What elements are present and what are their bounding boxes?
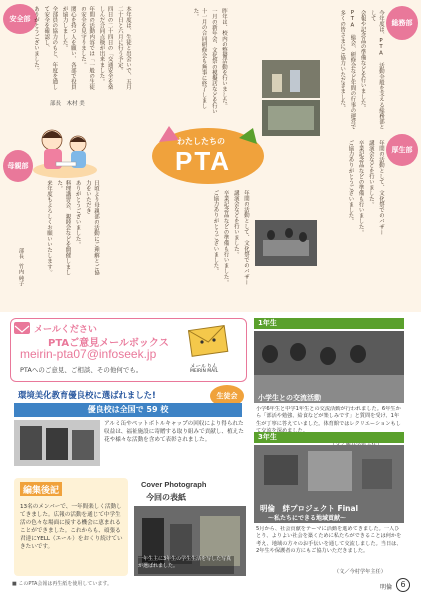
kousei-article [325, 140, 385, 302]
mailbox-address[interactable]: meirin-pta07@infoseek.jp [20, 347, 157, 361]
cover-caption: 一年生主に3年生の学生生活を写した写真が選ばれました。 [138, 556, 234, 574]
eco-badge: 生徒会 [210, 385, 244, 407]
pta-title-small: わたしたちの [177, 137, 225, 146]
middle-text-2: 一月の新年会、文化祭の模擬店などを行い [210, 8, 217, 115]
anzen-text-6: ありがとうございました。 [32, 6, 39, 74]
pta-title [149, 122, 267, 186]
category-badge-anzen: 安全部 [3, 4, 37, 34]
grade1-head: 1年生 [254, 318, 404, 329]
middle2-text-4: ご協力ありがとうございました。 [212, 190, 219, 274]
anzen-text-4: 関心を持つ人を願い、各部で役員が協力しました。 [61, 6, 76, 90]
kousei-text-3: 卒業記念品などの準備も行いました。 [357, 140, 364, 236]
bosei-text-1: 日頃より母親部の活動にご理解とご協力をいただき [84, 180, 99, 276]
soumu-article [325, 10, 385, 132]
bosei-sign: 部長 竹内 純子 [18, 248, 24, 287]
mailbox-title: PTAご意見メールボックス [48, 338, 169, 349]
category-badge-bosei: 母親部 [3, 150, 33, 182]
mascot-sub: MEIRIN MAIL [190, 369, 219, 374]
bosei-text-4: 来年度もよろしくお願いいたします。 [45, 180, 52, 276]
bosei-text-2: ありがとうございました。 [74, 180, 81, 248]
grade3-photo-title: 明倫 絆プロジェクト Final [260, 504, 359, 513]
mailbox-note: PTAへのご意見、ご相談、その他何でも。 [20, 366, 143, 374]
bosei-article [30, 180, 100, 302]
grade3-head: 3年生 [254, 432, 404, 443]
soumu-text-2: 会報や記念品の準備などを行いました。 [359, 10, 366, 111]
grade1-photo-title: 小学生との交流活動 [258, 394, 321, 402]
middle-text-3: 十一月の合同研修会も無事に終了しました。 [192, 8, 207, 109]
anzen-text-1: 本年度は、生徒と出会いで、五月二十日と六月に行う予定。 [116, 6, 131, 90]
meeting-photo [255, 220, 317, 266]
soumu-text-1: 今年度は、PTA 活動全般を支える総務部として [369, 10, 384, 130]
soumu-text-4: 多くの皆さまにご協力いただきました。 [339, 10, 346, 111]
middle2-text-1: 年間の活動として、文化祭でのバザー [243, 190, 249, 286]
editor-title-text: 編集後記 [20, 482, 62, 496]
mothers-illustration [30, 118, 100, 180]
eco-title: 環境美化教育優良校に選ばれました! [18, 390, 156, 400]
category-badge-soumu: 総務部 [386, 6, 418, 40]
footer-note: ■ このPTA会報は再生紙を使用しています。 [12, 581, 113, 587]
activity-photo-1 [262, 60, 320, 98]
bosei-text-3: 料理講習会、親睦会などを開催しました。 [56, 180, 71, 276]
activity-photo-2 [262, 100, 320, 136]
mailbox-mascot [186, 320, 230, 360]
middle-article [138, 8, 228, 118]
anzen-text-3: 年間の活動内容では「一般の生徒の安全を見守りました。 [79, 6, 95, 90]
middle-text-1: 昨年は、校内の整備活動を行いました。 [221, 8, 227, 109]
eco-award-photo [14, 420, 100, 466]
mail-icon [14, 322, 30, 334]
anzen-text-2: 四日の二十四日の「交通安全を楽しんだ合同点検が出来ました。 [98, 6, 113, 90]
pta-title-big: PTA [175, 146, 232, 176]
grade1-text: 小学6年生と中学1年生との交流活動が行われました。6年生から「部活や勉強、給食などが楽しみです」と質問を受け、1年生が丁寧に答えていました。体育館ではレクリエーションもし [256, 406, 401, 427]
grade3-text: 5月から、社会貢献をテーマに活動を進めてきました。一人ひとり、よりよい社会を築くために私たちができることは何かを考え、地域の方々のお手伝いを通して交流しました。当日は、2年生や保護者の方にもご協力いただきました。 [256, 526, 402, 555]
mailbox-header: メールください [34, 325, 97, 335]
soumu-text-3: PTA 総会、研修会など年間の行事の運営で [349, 10, 356, 130]
footer-page-label: 明倫 [380, 584, 393, 591]
grade3-sign: （文／今村学年主任） [334, 569, 386, 575]
anzen-text-5: 全部員の協力のもと、年度を通して安全を確認し、 [43, 6, 58, 90]
footer-page-number: 6 [396, 578, 410, 592]
cover-label: Cover Photograph [141, 480, 207, 489]
grade3-photo-sub: 〜私たちにできる地域貢献〜 [268, 515, 347, 522]
anzen-article [22, 6, 132, 98]
anzen-sign: 部長 木村 美 [50, 101, 85, 107]
middle-article-2 [150, 190, 250, 308]
editor-text: 13名のメンバーで、一年間楽しく活動してきました。広報の活動を通じて中学生活の色々な場面に接する機会に恵まれることができました。これからも、頑張る君達にYELL（エール）をおくり続けていきたいです。 [20, 504, 123, 550]
editor-title [20, 482, 90, 496]
cover-heading: 今回の表紙 [146, 493, 186, 502]
kousei-text-1: 年間の活動として、文化祭でのバザー [378, 140, 384, 236]
mascot-name: メールりん [190, 364, 218, 370]
middle2-text-2: 講演会などを行いました。 [232, 190, 239, 258]
kousei-text-2: 講演会などを行いました。 [367, 140, 374, 208]
category-badge-kousei: 厚生部 [386, 134, 418, 166]
middle2-text-3: 卒業記念品などの準備も行いました。 [222, 190, 229, 286]
eco-banner: 優良校は全国で 59 校 [14, 403, 242, 417]
kousei-text-4: ご協力ありがとうございました。 [347, 140, 354, 224]
eco-text: アルミ缶やペットボトルキャップの回収により得られた収益は、福祉施設に寄贈する取り組みで貢献し、植えた花や様々な活動を含めて表彰されました。 [104, 421, 244, 443]
